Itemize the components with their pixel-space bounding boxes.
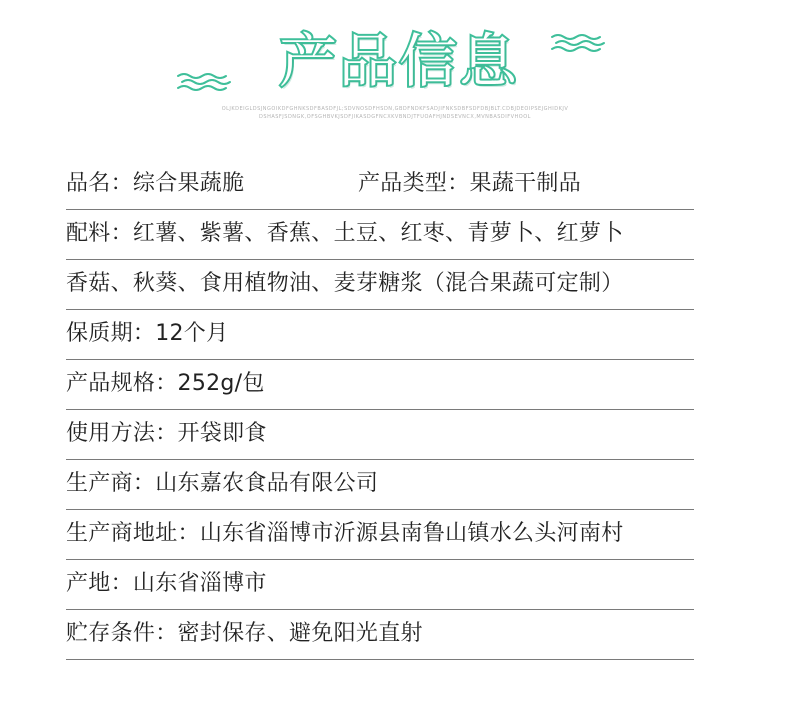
header — [0, 0, 790, 130]
wave-decoration-left-icon — [176, 72, 234, 92]
info-product-type — [358, 160, 581, 208]
row-value: 开袋即食 — [177, 421, 267, 446]
row-value: 红薯、紫薯、香蕉、土豆、红枣、青萝卜、红萝卜 — [132, 221, 624, 246]
product-info-table — [66, 160, 694, 660]
info-row-manufacturer-address — [66, 510, 694, 560]
row-label: 产地： — [66, 571, 133, 596]
wave-decoration-right-icon — [550, 33, 608, 53]
row-value: 12个月 — [155, 321, 229, 346]
info-row-ingredients-continued — [66, 260, 694, 310]
row-label-2: 产品类型： — [358, 171, 470, 196]
row-label: 生产商地址： — [66, 521, 200, 546]
info-row-usage — [66, 410, 694, 460]
row-label: 使用方法： — [66, 421, 178, 446]
page-title: 产品信息 — [278, 27, 519, 95]
info-row-ingredients — [66, 210, 694, 260]
decorative-subtitle-line-2: DSHASFJSDNGK,OFSGHBVKJSDFJIKASDGFNCXKVBNDJTFUOAFHJNDSEVNCX,MVNBASDIFVHOOL — [259, 114, 531, 120]
row-label: 配料： — [66, 221, 133, 246]
row-value: 香菇、秋葵、食用植物油、麦芽糖浆（混合果蔬可定制） — [66, 271, 624, 296]
row-label: 产品规格： — [66, 371, 178, 396]
row-label: 品名： — [66, 171, 133, 196]
row-value: 山东省淄博市沂源县南鲁山镇水么头河南村 — [199, 521, 624, 546]
row-value-2: 果蔬干制品 — [469, 171, 582, 196]
row-value: 山东省淄博市 — [132, 571, 267, 596]
info-row-origin — [66, 560, 694, 610]
info-row-specification — [66, 360, 694, 410]
decorative-subtitle-line-1: OLJKDEIGLDSJNGOIKDFGHNKSDFBASDFJL;SDVNOSDFHSDN,GBDFNDKFSADJIFNKSDBFSDFDBJBLT.CDBJDEOIPSEJGHIDKJV — [221, 106, 569, 112]
row-value: 综合果蔬脆 — [132, 171, 245, 196]
info-row-product-name — [66, 160, 694, 210]
info-row-shelf-life — [66, 310, 694, 360]
info-row-storage — [66, 610, 694, 660]
row-label: 生产商： — [66, 471, 156, 496]
info-row-manufacturer — [66, 460, 694, 510]
row-value: 山东嘉农食品有限公司 — [155, 471, 379, 496]
row-value: 252g/包 — [177, 371, 265, 396]
row-value: 密封保存、避免阳光直射 — [177, 621, 423, 646]
row-label: 贮存条件： — [66, 621, 178, 646]
row-label: 保质期： — [66, 321, 156, 346]
